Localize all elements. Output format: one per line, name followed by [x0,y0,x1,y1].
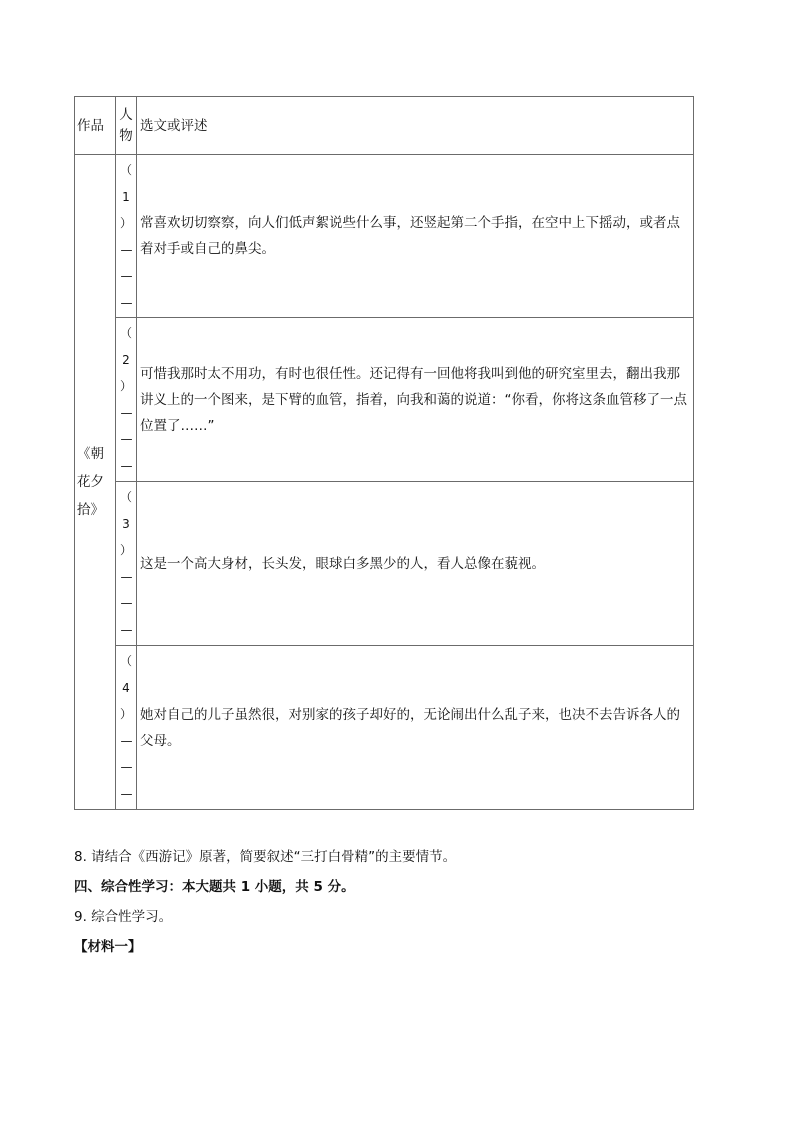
table-header-row [75,97,694,155]
material-1-label: 【材料一】 [74,939,142,955]
work-title-line: 《朝 [77,446,104,462]
work-title-cell [75,155,116,810]
person-blank-2: （ 2 ） — — — [116,318,137,482]
excerpt-text-2: 可惜我那时太不用功，有时也很任性。还记得有一回他将我叫到他的研究室里去，翻出我那讲义上的一个图来，是下臂的血管，指着，向我和蔼的说道：“你看，你将这条血管移了一点位置了……” [137,318,694,482]
excerpt-text-3: 这是一个高大身材，长头发，眼球白多黑少的人，看人总像在藐视。 [137,482,694,646]
table-row [75,318,694,482]
question-block [74,842,714,962]
excerpt-text-1: 常喜欢切切察察，向人们低声絮说些什么事，还竖起第二个手指，在空中上下摇动，或者点着对手或自己的鼻尖。 [137,155,694,318]
header-work: 作品 [75,97,116,155]
header-person-line: 物 [119,127,133,144]
header-person-line: 人 [119,106,133,123]
person-blank-3: （ 3 ） — — — [116,482,137,646]
person-blank-4: （ 4 ） — — — [116,646,137,810]
work-title-line: 拾》 [77,502,104,518]
header-person [116,97,137,155]
table-row [75,482,694,646]
table-row [75,646,694,810]
section-4-heading: 四、综合性学习：本大题共 1 小题，共 5 分。 [74,879,355,895]
question-8: 8. 请结合《西游记》原著，简要叙述“三打白骨精”的主要情节。 [74,849,457,865]
excerpt-text-4: 她对自己的儿子虽然很，对别家的孩子却好的，无论闹出什么乱子来，也决不去告诉各人的父母。 [137,646,694,810]
table-row [75,155,694,318]
answer-table [74,96,694,810]
question-9: 9. 综合性学习。 [74,909,173,925]
person-blank-1: （ 1 ） — — — [116,155,137,318]
work-title-line: 花夕 [77,474,104,490]
header-text: 选文或评述 [137,97,694,155]
